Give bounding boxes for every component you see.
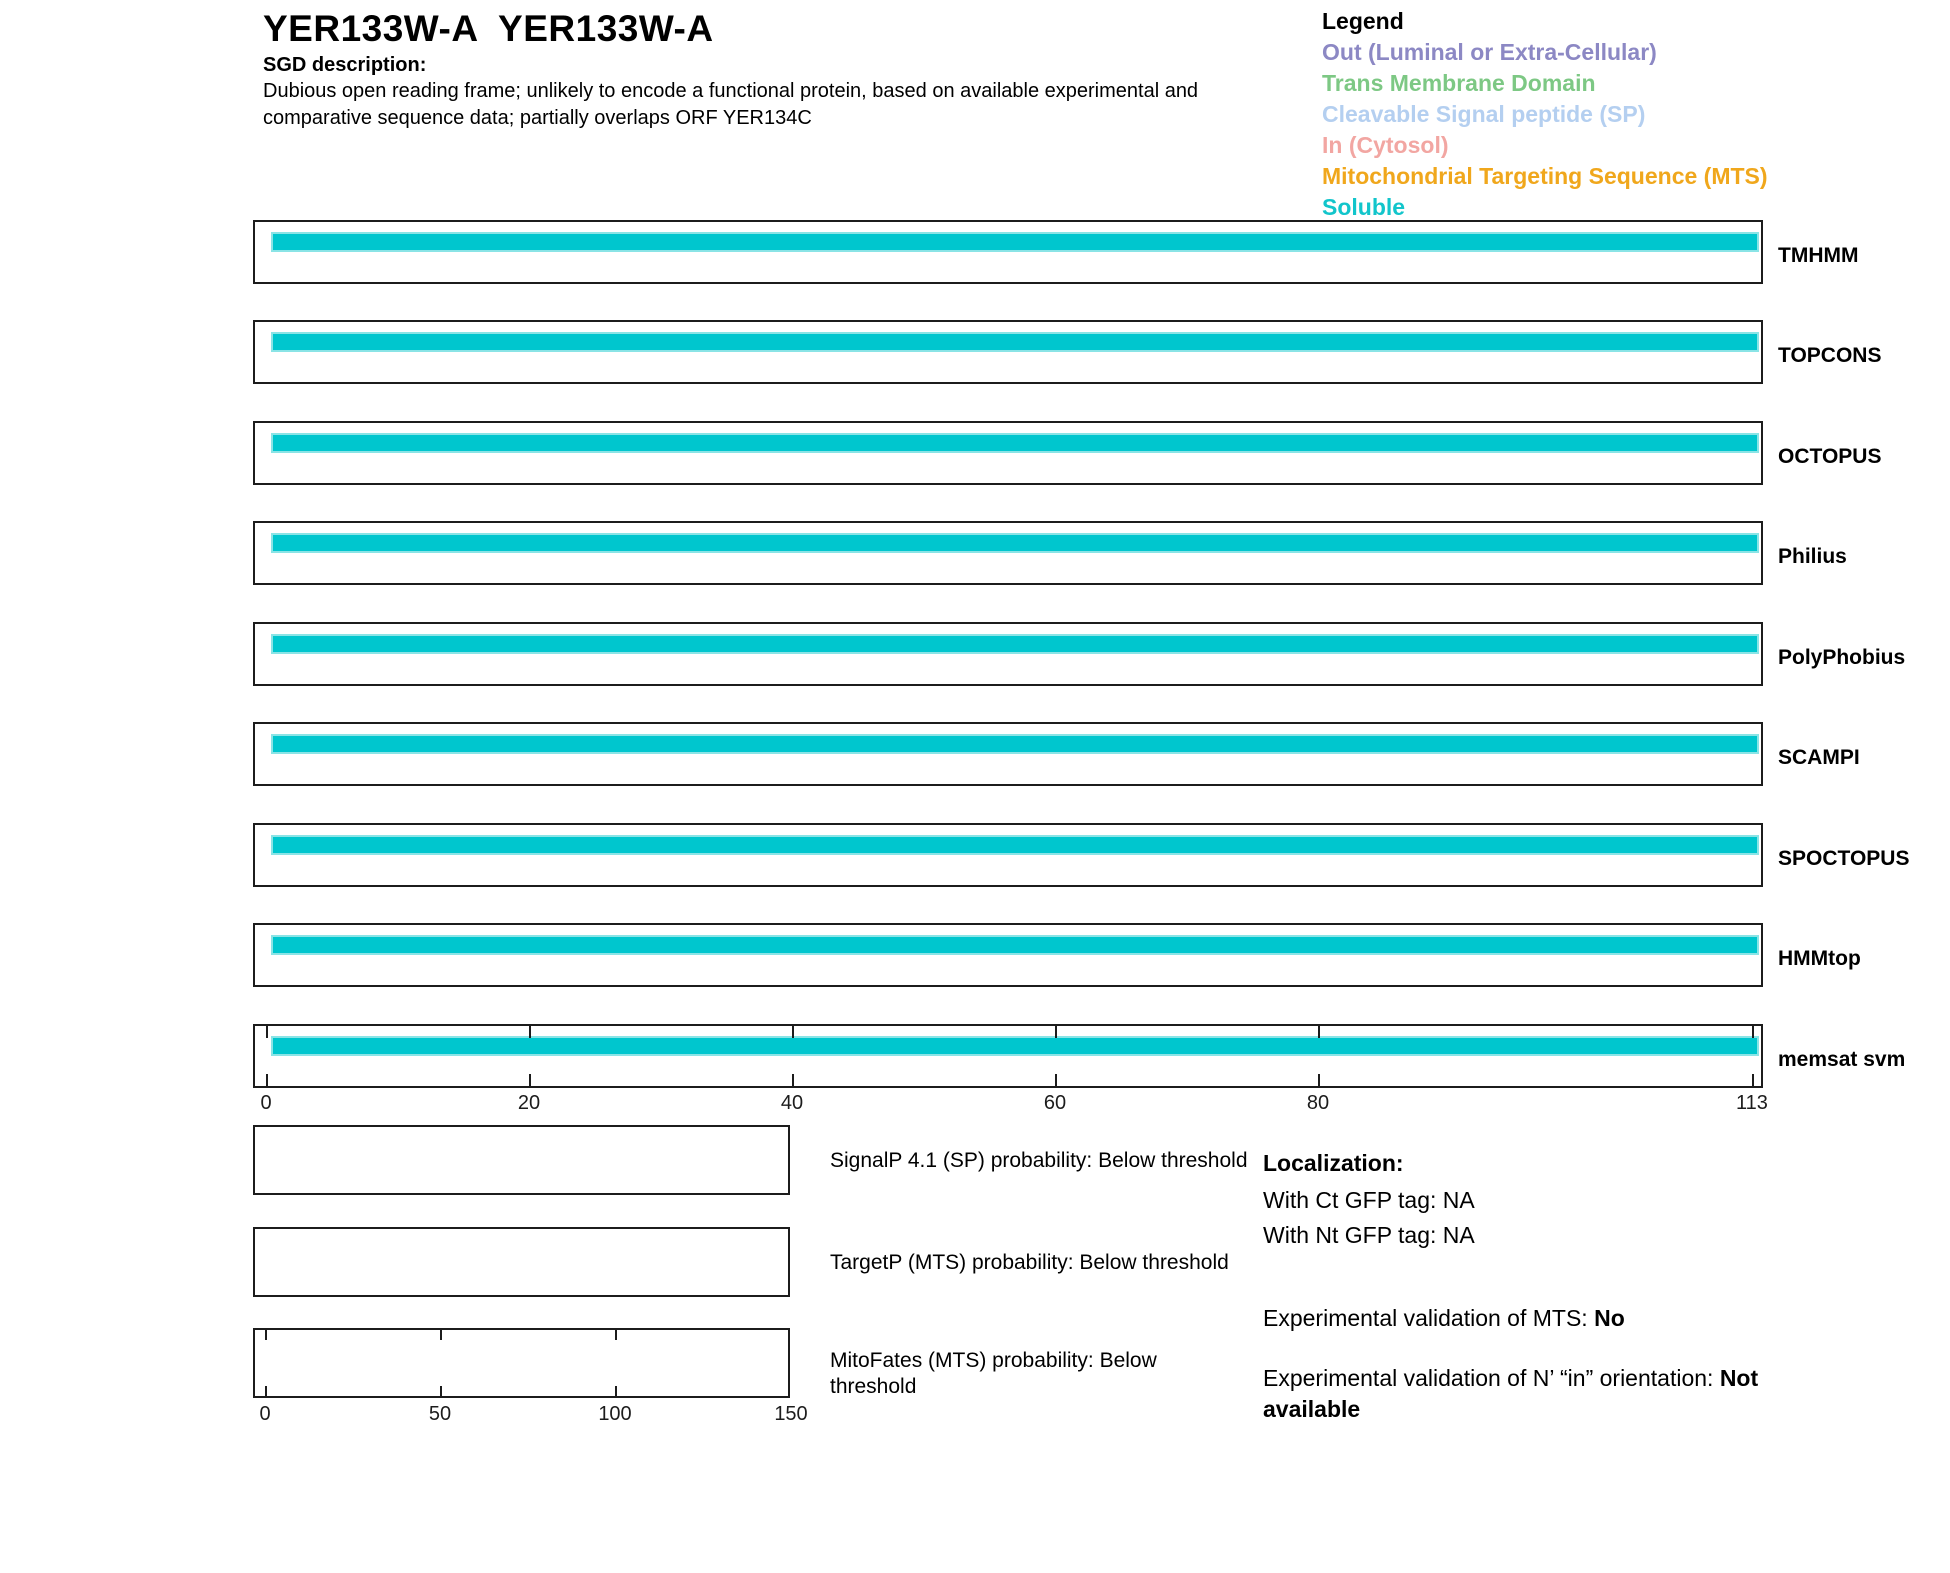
track-plot-box [253,1024,1763,1088]
soluble-span-bar [271,935,1759,955]
track-label: SCAMPI [1778,746,1860,769]
track-plot-box [253,521,1763,585]
soluble-span-bar [271,634,1759,654]
axis-tick-label: 150 [774,1403,808,1425]
track-scampi [253,722,1950,786]
legend-item-mts: Mitochondrial Targeting Sequence (MTS) [1322,163,1768,189]
targetp-plot-box [253,1227,790,1297]
signalp-plot-box [253,1125,790,1195]
signalp-label: SignalP 4.1 (SP) probability: Below threshold [830,1149,1248,1172]
residue-axis [253,1092,1768,1116]
track-plot-box [253,722,1763,786]
orientation-validation-value: Not available [1263,1365,1759,1422]
mitofates-axis [253,1403,853,1427]
axis-tick-label: 100 [598,1403,632,1425]
axis-tick-label: 0 [259,1403,271,1425]
soluble-span-bar [271,734,1759,754]
axis-tick-label: 80 [1306,1092,1330,1114]
soluble-span-bar [271,533,1759,553]
axis-tick [615,1386,617,1396]
nt-gfp-tag-value: With Nt GFP tag: NA [1263,1222,1475,1248]
legend-item-tmd: Trans Membrane Domain [1322,70,1596,96]
axis-tick [266,1026,268,1038]
page-title: YER133W-A YER133W-A [263,8,714,49]
sgd-description-label: SGD description: [263,54,427,76]
legend-item-in: In (Cytosol) [1322,132,1449,158]
track-topcons [253,320,1950,384]
axis-tick-label: 60 [1043,1092,1067,1114]
track-plot-box [253,823,1763,887]
track-label: TOPCONS [1778,344,1882,367]
axis-tick [440,1330,442,1340]
track-plot-box [253,220,1763,284]
soluble-span-bar [271,332,1759,352]
track-label: Philius [1778,545,1847,568]
soluble-span-bar [271,232,1759,252]
track-philius [253,521,1950,585]
soluble-span-bar [271,1036,1759,1056]
axis-tick-label: 113 [1736,1092,1768,1114]
axis-tick-label: 50 [428,1403,452,1425]
axis-tick [265,1386,267,1396]
axis-tick [529,1026,531,1038]
track-label: HMMtop [1778,947,1861,970]
track-label: OCTOPUS [1778,445,1882,468]
axis-tick [1318,1074,1320,1086]
soluble-span-bar [271,835,1759,855]
axis-tick [615,1330,617,1340]
axis-tick [792,1026,794,1038]
legend [1322,6,1768,223]
axis-tick [1055,1026,1057,1038]
mts-validation [1263,1303,1625,1334]
axis-tick-label: 40 [780,1092,804,1114]
axis-tick [1752,1074,1754,1086]
track-hmmtop [253,923,1950,987]
track-label: SPOCTOPUS [1778,847,1910,870]
track-memsat-svm [253,1024,1950,1088]
orientation-validation-label: Experimental validation of N’ “in” orientation: [1263,1365,1720,1391]
sgd-description-text: Dubious open reading frame; unlikely to encode a functional protein, based on available experimental and comparative sequence data; partially overlaps ORF YER134C [263,80,1199,129]
axis-tick [1752,1026,1754,1038]
axis-tick [792,1074,794,1086]
mts-validation-label: Experimental validation of MTS: [1263,1305,1595,1331]
track-label: memsat svm [1778,1048,1906,1071]
axis-tick [266,1074,268,1086]
mitofates-label: MitoFates (MTS) probability: Below threshold [830,1349,1157,1398]
track-octopus [253,421,1950,485]
legend-item-sp: Cleavable Signal peptide (SP) [1322,101,1646,127]
legend-item-out: Out (Luminal or Extra-Cellular) [1322,39,1657,65]
localization-title: Localization: [1263,1150,1404,1176]
orientation-validation [1263,1363,1778,1425]
track-polyphobius [253,622,1950,686]
track-label: TMHMM [1778,244,1859,267]
track-plot-box [253,622,1763,686]
axis-tick [1318,1026,1320,1038]
axis-tick [1055,1074,1057,1086]
legend-title: Legend [1322,8,1404,34]
axis-tick [440,1386,442,1396]
track-label: PolyPhobius [1778,646,1906,669]
mts-validation-value: No [1594,1305,1625,1331]
track-tmhmm [253,220,1950,284]
soluble-span-bar [271,433,1759,453]
axis-tick-label: 0 [260,1092,272,1114]
track-plot-box [253,923,1763,987]
legend-item-soluble: Soluble [1322,194,1406,220]
track-plot-box [253,421,1763,485]
axis-tick [529,1074,531,1086]
ct-gfp-tag-value: With Ct GFP tag: NA [1263,1187,1475,1213]
axis-tick [265,1330,267,1340]
track-plot-box [253,320,1763,384]
axis-tick-label: 20 [517,1092,541,1114]
targetp-label: TargetP (MTS) probability: Below threshold [830,1251,1229,1274]
mitofates-plot-box [253,1328,790,1398]
track-spoctopus [253,823,1950,887]
